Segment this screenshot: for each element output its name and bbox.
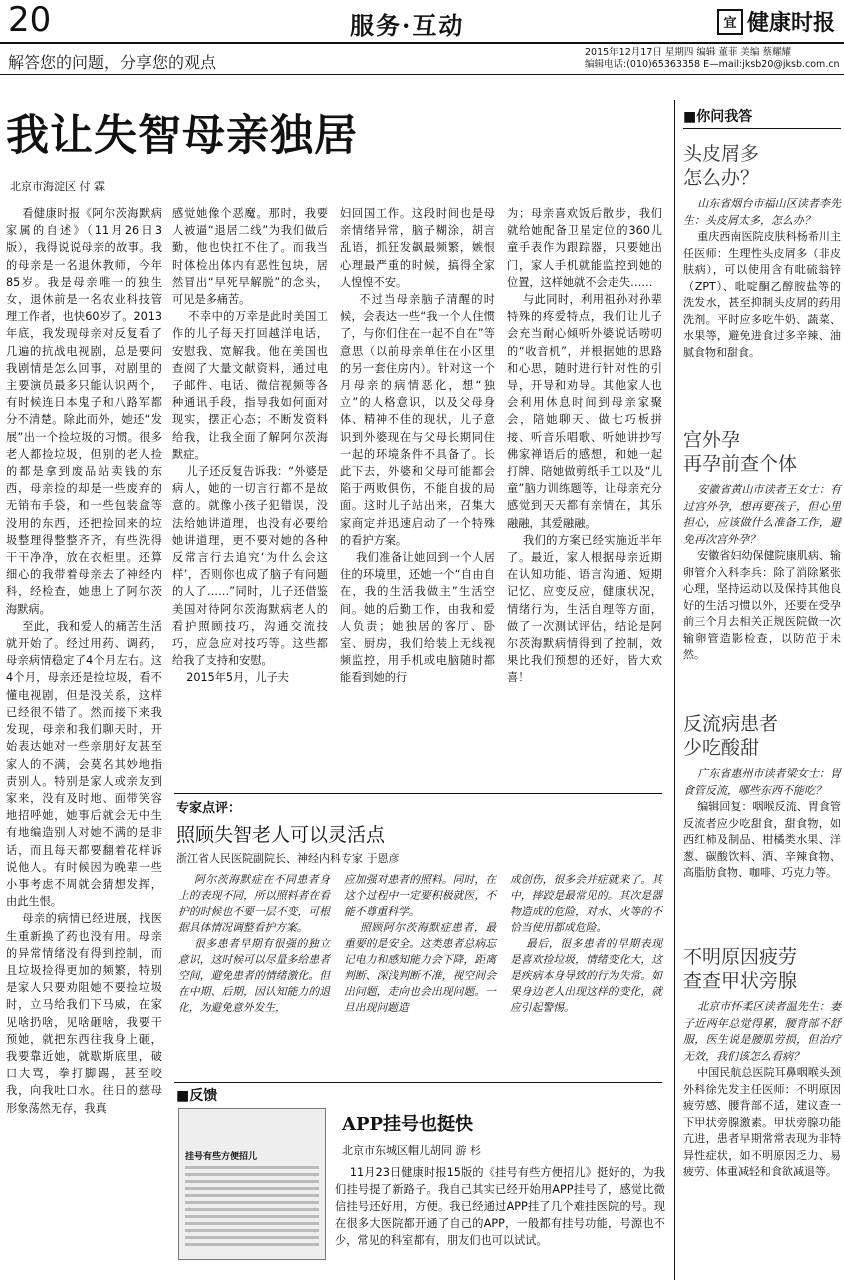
qa-title: 宫外孕 (683, 429, 741, 451)
article-column-3: 妇回国工作。这段时间也是母亲情绪异常，脑子糊涂，胡言乱语，抓狂发飙最频繁，嫉恨心理最严重的时候，搞得全家人惶惶不安。 不过当母亲脑子清醒的时候，会表达一些“我一个人住惯了，与你们住在一起不自在”等意思（以前母亲单住在小区里的另一套住房内）。针对这一个月母亲的病情恶化，想“独立”的人格意识，以及父母身体、精神不佳的现状，儿子意识到外婆现在与父母长期同住一起的环境条件不具备了。长此下去，外婆和父母可能都会陷于两败俱伤，不能自拔的局面。这时儿子站出来，召集大家商定并迅速启动了一个特殊的看护方案。 我们准备让她回到一个人居住的环境里，还她一个“自由自在，我的生活我做主”生活空间。她的后勤工作，由我和爱人负责；她独居的客厅、卧室、厨房，我们给装上无线视频监控，用手机或电脑随时都能看到她的行 (340, 207, 495, 685)
masthead-title: 健康时报 (747, 10, 836, 36)
qa-title: 不明原因疲劳 (683, 946, 798, 968)
feedback-title: APP挂号也挺快 (342, 1114, 474, 1135)
expert-author: 浙江省人民医院副院长、神经内科专家 于恩彦 (176, 852, 400, 865)
article-column-1: 看健康时报《阿尔茨海默病家属的自述》（11月26日3版），我得说说母亲的故事。我的母亲是一名退休教师，今年85岁。我是母亲唯一的独生女，退休前是一名农业科技管理工作者，也快60岁了。2013年底，我发现母亲对反复看了几遍的抗战电视剧，总是要问我剧情是怎么回事，对剧里的主要演员最多只能认识两个，有时候连日本鬼子和八路军都分不清楚。除此而外，她还“发展”出一个捡垃圾的习惯。很多老人都捡垃圾，但别的老人捡的都是拿到废品站卖钱的东西，母亲捡的却是一些废弃的无销布手袋，和一些包装盒等没用的东西，还把捡回来的垃圾整理得整整齐齐，有些洗得干干净净，放在衣柜里。还算细心的我带着母亲去了神经内科，经检查，她患上了阿尔茨海默病。 至此，我和爱人的痛苦生活就开始了。经过用药、调药，母亲病情稳定了4个月左右。这4个月，母亲还是捡垃圾，看不懂电视剧，但是没关系，这样已经很不错了。然而接下来我发现，母亲和我们聊天时，开始表达她对一些亲朋好友甚至家人的不满，会莫名其妙地指责别人。特别是家人或亲友到家来，没有及时地、面带笑容地招呼她，她事后就会无中生有地编造别人对她不满的是非话，而且每天都要翻着花样诉说他人。有时候因为晚辈一些小事考虑不周就会猜想发挥，由此生恨。 母亲的病情已经进展，找医生重新换了药也没有用。母亲的异常情绪没有得到控制，而且垃圾捡得更加的频繁，特别是家人只要劝阻她不要捡垃圾时，立马给我们下马威，在家见啥扔啥，见啥砸啥，我要干预她，就把东西往我身上砸，我要靠近她，就歇斯底里，破口大骂，拳打脚踢，甚至咬我，向我吐口水。往日的慈母形象荡然无存，我真 (6, 207, 162, 1115)
publication-info (585, 47, 840, 71)
tagline: 解答您的问题，分享您的观点 (8, 53, 217, 72)
expert-column-3: 成创伤，很多会并症就来了。其中，摔跤是最常见的。其次是器物造成的危险，对水、火等的不恰当使用都成危险。 最后，很多患者的早期表现是喜欢捡垃圾，情绪变化大，这是疾病本身导致的行为失常。如果身边老人出现这样的变化，就应引起警惕。 (510, 873, 663, 1014)
qa-item-2 (683, 428, 841, 664)
qa-item-1 (683, 142, 841, 361)
feedback-newspaper-image (178, 1108, 326, 1260)
expert-title: 照顾失智老人可以灵活点 (176, 824, 386, 846)
qa-item-4 (683, 945, 841, 1181)
qa-question: 北京市怀柔区读者温先生：妻子近两年总觉得累，腰背部不舒服，医生说是腰肌劳损，但治疗无效，我们该怎么看病？ (683, 1000, 841, 1063)
qa-title: 头皮屑多 (683, 143, 760, 165)
qa-title: 反流病患者 (683, 713, 779, 735)
qa-answer: 安徽省妇幼保健院康肌病、输卵管介入科李兵：除了消除紧张心理，坚持运动以及保持其他良好的生活习惯以外，还要在受孕前三个月去相关正规医院做一次输卵管造影检查，以防范于未然。 (683, 549, 841, 661)
feedback-body: 11月23日健康时报15版的《挂号有些方便招儿》挺好的，为我们挂号提了新路子。我自己其实已经开始用APP挂号了，感觉比微信挂号还好用，方便。我已经通过APP挂了几个难挂医院的号。现在很多大医院都开通了自己的APP，一般都有挂号功能，号源也不少，常见的科室都有，朋友们也可以试试。 (335, 1166, 665, 1247)
qa-title: 再孕前查个体 (683, 453, 798, 475)
expert-top-rule (174, 793, 662, 794)
pub-info-line1: 2015年12月17日 星期四 编辑 董菲 美编 蔡耀耀 (585, 47, 791, 58)
expert-label: 专家点评： (176, 801, 242, 816)
feedback-rule (174, 1082, 662, 1083)
masthead (717, 6, 835, 37)
page-number: 20 (8, 0, 52, 40)
qa-answer: 编辑回复：咽喉反流、胃食管反流者应少吃甜食，甜食物，如西红柿及制品、柑橘类水果、洋葱、碳酸饮料、酒、辛辣食物、高脂肪食物、咖啡、巧克力等。 (683, 800, 841, 879)
qa-rule (683, 128, 841, 129)
expert-column-2: 应加强对患者的照料。同时，在这个过程中一定要积极就医，不能不尊重科学。 照顾阿尔茨海默症患者，最重要的是安全。这类患者总病忘记电力和感知能力会下降，距离判断、深浅判断不准，视空间会出问题，走向也会出现问题。一旦出现问题造 (344, 873, 497, 1014)
qa-question: 安徽省黄山市读者王女士：有过宫外孕，想再要孩子，但心里担心，应该做什么准备工作，避免再次宫外孕？ (683, 483, 841, 546)
article-column-4: 为；母亲喜欢饭后散步，我们就给她配备卫星定位的360儿童手表作为跟踪器，只要她出门，家人手机就能监控到她的位置，这样她就不会走失…… 与此同时，利用祖孙对孙辈特殊的疼爱特点，我们让儿子会充当耐心倾听外婆说话唠叨的“收音机”，并根据她的思路和心思，随时进行针对性的引导，开导和劝导。其他家人也会利用休息时间到母亲家聚会，陪她聊天、做七巧板拼接、听音乐唱歌、听她讲抄写佛家禅语后的感想，和她一起打牌、陪她做剪纸手工以及“儿童”脑力训练题等，让母亲充分感觉到天天都有亲情在，其乐融融，其爱融融。 我们的方案已经实施近半年了。最近，家人根据母亲近期在认知功能、语言沟通、短期记忆、应变反应，健康状况，情绪行为，生活自理等方面，做了一次测试评估，结论是阿尔茨海默病情得到了控制，效果比我们预想的还好，皆大欢喜！ (507, 207, 662, 685)
qa-header: ■你问我答 (683, 109, 753, 125)
qa-item-3 (683, 712, 841, 882)
expert-column-1: 阿尔茨海默症在不同患者身上的表现不同，所以照料者在看护的时候也不要一层不变，可根据具体情况调整看护方案。 很多患者早期有很强的独立意识，这时候可以尽量多给患者空间，避免患者的情绪激化。但在中期、后期，因认知能力的退化，为避免意外发生， (178, 873, 331, 1014)
qa-answer: 中国民航总医院耳鼻咽喉头颈外科徐先发主任医师：不明原因疲劳感、腰背部不适，建议查一下甲状旁腺激素。甲状旁腺功能亢进，患者早期常常表现为非特异性症状，如不明原因乏力、易疲劳、体重减轻和食欲减退等。 (683, 1066, 841, 1178)
section-title: 服务·互动 (350, 11, 465, 40)
qa-question: 广东省惠州市读者梁女士：胃食管反流，哪些东西不能吃？ (683, 767, 841, 797)
qa-title: 少吃酸甜 (683, 737, 760, 759)
pub-info-line2: 编辑电话:(010)65363358 E—mail:jksb20@jksb.com.cn (585, 59, 840, 70)
qa-question: 山东省烟台市福山区读者李先生：头皮屑太多，怎么办？ (683, 197, 841, 227)
column-divider (674, 100, 675, 1280)
article-byline: 北京市海淀区 付 霖 (10, 180, 105, 193)
article-column-2: 感觉她像个恶魔。那时，我要人被逼“退居二线”为我们做后勤，他也快扛不住了。而我当时体检出体内有恶性包块，居然冒出“早死早解脱”的念头，可见是多痛苦。 不幸中的万幸是此时美国工作的儿子每天打回越洋电话，安慰我、宽解我。他在美国也查阅了大量文献资料，通过电子邮件、电话、微信视频等各种通讯手段，指导我如何面对现实，摆正心态；不断发资料给我，让我全面了解阿尔茨海默症。 儿子还反复告诉我：“外婆是病人，她的一切言行都不是故意的。就像小孩子犯错误，没法给她讲道理，也没有必要给她讲道理，更不要对她的各种反常言行去追究‘为什么会这样’，否则你也成了脑子有问题的人了……”同时，儿子还借鉴美国对待阿尔茨海默病老人的看护照顾技巧，沟通交流技巧，应急应对技巧等。这些都给我了支持和安慰。 2015年5月，儿子夫 (172, 207, 328, 685)
qa-title: 怎么办？ (683, 167, 760, 189)
top-rule (0, 42, 844, 44)
feedback-label: ■反馈 (176, 1088, 218, 1104)
subhead-rule (0, 74, 844, 75)
image-caption: 挂号有些方便招儿 (185, 1152, 258, 1162)
qa-title: 查查甲状旁腺 (683, 970, 798, 992)
feedback-author: 北京市东城区帽儿胡同 游 杉 (342, 1144, 481, 1157)
article-headline: 我让失智母亲独居 (6, 111, 358, 161)
logo-icon: 宜 (717, 9, 743, 35)
qa-answer: 重庆西南医院皮肤科杨希川主任医师：生理性头皮屑多（非皮肤病），可以使用含有吡硫翁锌（ZPT）、吡啶酮乙醇胺盐等的洗发水，甚至抑制头皮屑的药用洗剂。平时应多吃牛奶、蔬菜、水果等，避免进食过多辛辣、油腻食物和甜食。 (683, 230, 841, 359)
